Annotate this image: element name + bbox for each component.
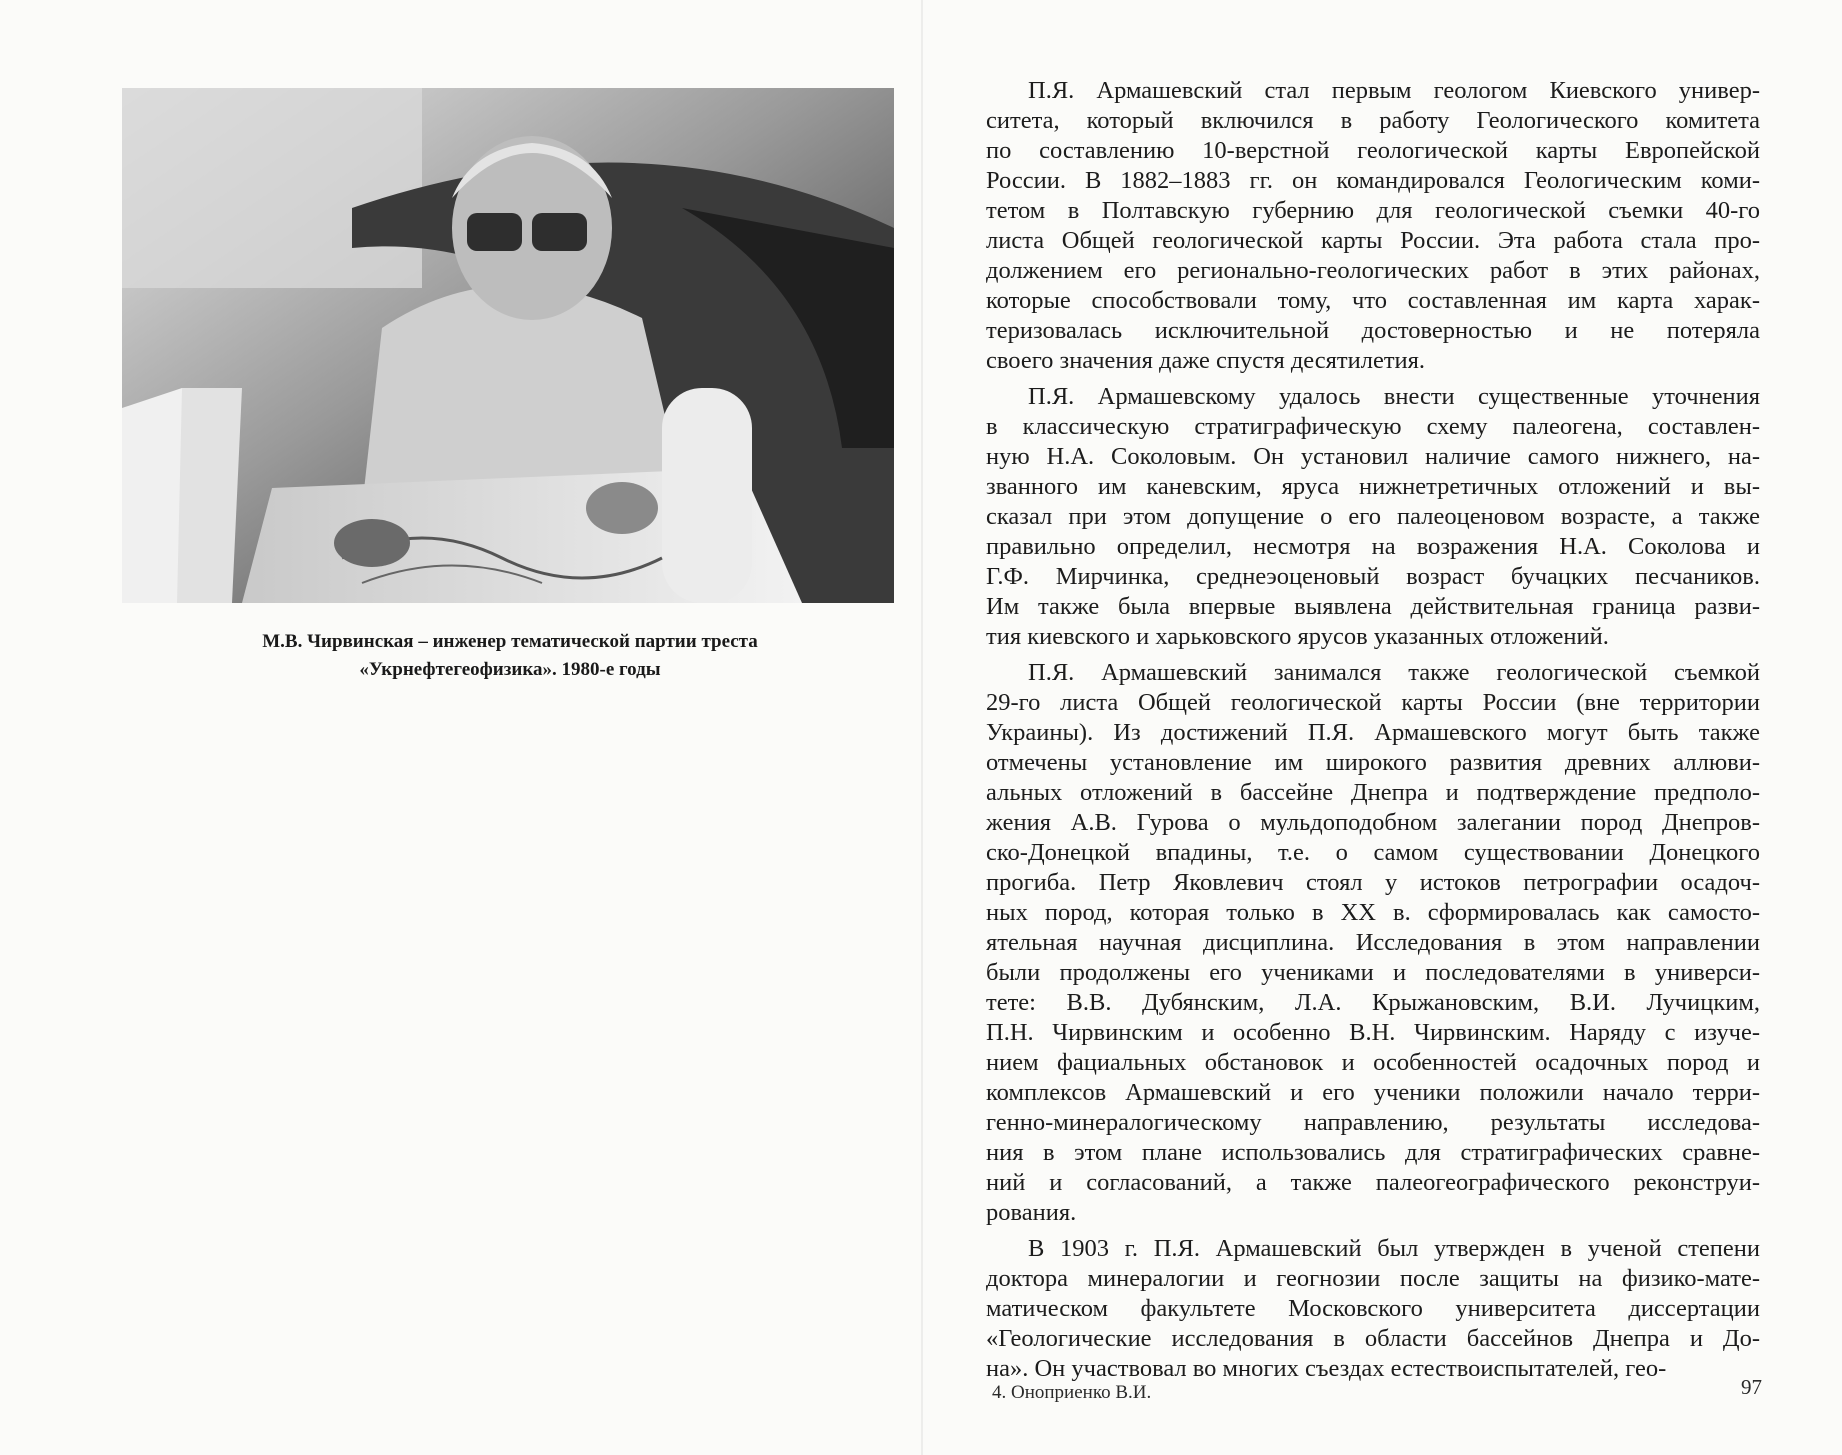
text-line: сказал при этом допущение о его палеоценовом возрасте, а также <box>986 503 1760 530</box>
text-line: В 1903 г. П.Я. Армашевский был утвержден в ученой степени <box>1028 1235 1760 1262</box>
portrait-photo <box>122 88 894 603</box>
text-line: ных пород, которая только в XX в. сформировалась как самосто- <box>986 899 1760 926</box>
caption-line: М.В. Чирвинская – инженер тематической партии треста <box>262 631 758 652</box>
text-line: тия киевского и харьковского ярусов указанных отложений. <box>986 623 1609 650</box>
text-line: теризовалась исключительной достоверностью и не потеряла <box>986 317 1760 344</box>
text-line: были продолжены его учениками и последователями в универси- <box>986 959 1760 986</box>
text-line: «Геологические исследования в области бассейнов Днепра и До- <box>986 1325 1760 1352</box>
text-line: отмечены установление им широкого развития древних аллюви- <box>986 749 1760 776</box>
text-line: 29-го листа Общей геологической карты России (вне территории <box>986 689 1760 716</box>
text-line: Украины). Из достижений П.Я. Армашевского могут быть также <box>986 719 1760 746</box>
paragraph <box>986 658 1760 1228</box>
text-line: П.Н. Чирвинским и особенно В.Н. Чирвинским. Наряду с изуче- <box>986 1019 1760 1046</box>
text-line: нием фациальных обстановок и особенностей осадочных пород и <box>986 1049 1760 1076</box>
photo-caption <box>160 628 860 684</box>
body-text <box>986 76 1760 1390</box>
text-line: по составлению 10-верстной геологической карты Европейской <box>986 137 1760 164</box>
text-line: званного им каневским, яруса нижнетретичных отложений и вы- <box>986 473 1760 500</box>
text-line: ситета, который включился в работу Геологического комитета <box>986 107 1760 134</box>
text-line: жения А.В. Гурова о мульдоподобном залегании пород Днепров- <box>986 809 1760 836</box>
paragraph <box>986 76 1760 376</box>
text-line: П.Я. Армашевский стал первым геологом Киевского универ- <box>1028 77 1760 104</box>
text-line: своего значения даже спустя десятилетия. <box>986 347 1426 374</box>
text-line: П.Я. Армашевский занимался также геологической съемкой <box>1028 659 1760 686</box>
text-line: должением его регионально-геологических работ в этих районах, <box>986 257 1760 284</box>
text-line: ско-Донецкой впадины, т.е. о самом существовании Донецкого <box>986 839 1760 866</box>
text-line: ний и согласований, а также палеогеографического реконструи- <box>986 1169 1760 1196</box>
text-line: генно-минералогическому направлению, результаты исследова- <box>986 1109 1760 1136</box>
text-line: Г.Ф. Мирчинка, среднеэоценовый возраст бучацких песчаников. <box>986 563 1760 590</box>
text-line: правильно определил, несмотря на возражения Н.А. Соколова и <box>986 533 1760 560</box>
text-line: в классическую стратиграфическую схему палеогена, составлен- <box>986 413 1760 440</box>
text-line: России. В 1882–1883 гг. он командировался Геологическим коми- <box>986 167 1760 194</box>
paragraph <box>986 1234 1760 1384</box>
text-line: ния в этом плане использовались для стратиграфических сравне- <box>986 1139 1760 1166</box>
photo-illustration <box>122 88 894 603</box>
text-line: доктора минералогии и геогнозии после защиты на физико-мате- <box>986 1265 1760 1292</box>
text-line: комплексов Армашевский и его ученики положили начало терри- <box>986 1079 1760 1106</box>
footer-signature: 4. Оноприенко В.И. <box>992 1382 1152 1403</box>
text-line: тетом в Полтавскую губернию для геологической съемки 40-го <box>986 197 1760 224</box>
text-line: рования. <box>986 1199 1077 1226</box>
text-line: которые способствовали тому, что составленная им карта харак- <box>986 287 1760 314</box>
text-line: П.Я. Армашевскому удалось внести существенные уточнения <box>1028 383 1760 410</box>
text-line: альных отложений в бассейне Днепра и подтверждение предполо- <box>986 779 1760 806</box>
text-line: Им также была впервые выявлена действительная граница разви- <box>986 593 1760 620</box>
page-number: 97 <box>1741 1375 1762 1399</box>
text-line: прогиба. Петр Яковлевич стоял у истоков петрографии осадоч- <box>986 869 1760 896</box>
text-line: матическом факультете Московского университета диссертации <box>986 1295 1760 1322</box>
right-page <box>922 0 1842 1455</box>
text-line: листа Общей геологической карты России. Эта работа стала про- <box>986 227 1760 254</box>
text-line: тете: В.В. Дубянским, Л.А. Крыжановским, В.И. Лучицким, <box>986 989 1760 1016</box>
caption-line: «Укрнефтегеофизика». 1980-е годы <box>359 659 661 680</box>
text-line: ятельная научная дисциплина. Исследования в этом направлении <box>986 929 1760 956</box>
paragraph <box>986 382 1760 652</box>
text-line: ную Н.А. Соколовым. Он установил наличие самого нижнего, на- <box>986 443 1760 470</box>
text-line: на». Он участвовал во многих съездах естествоиспытателей, гео- <box>986 1355 1667 1382</box>
